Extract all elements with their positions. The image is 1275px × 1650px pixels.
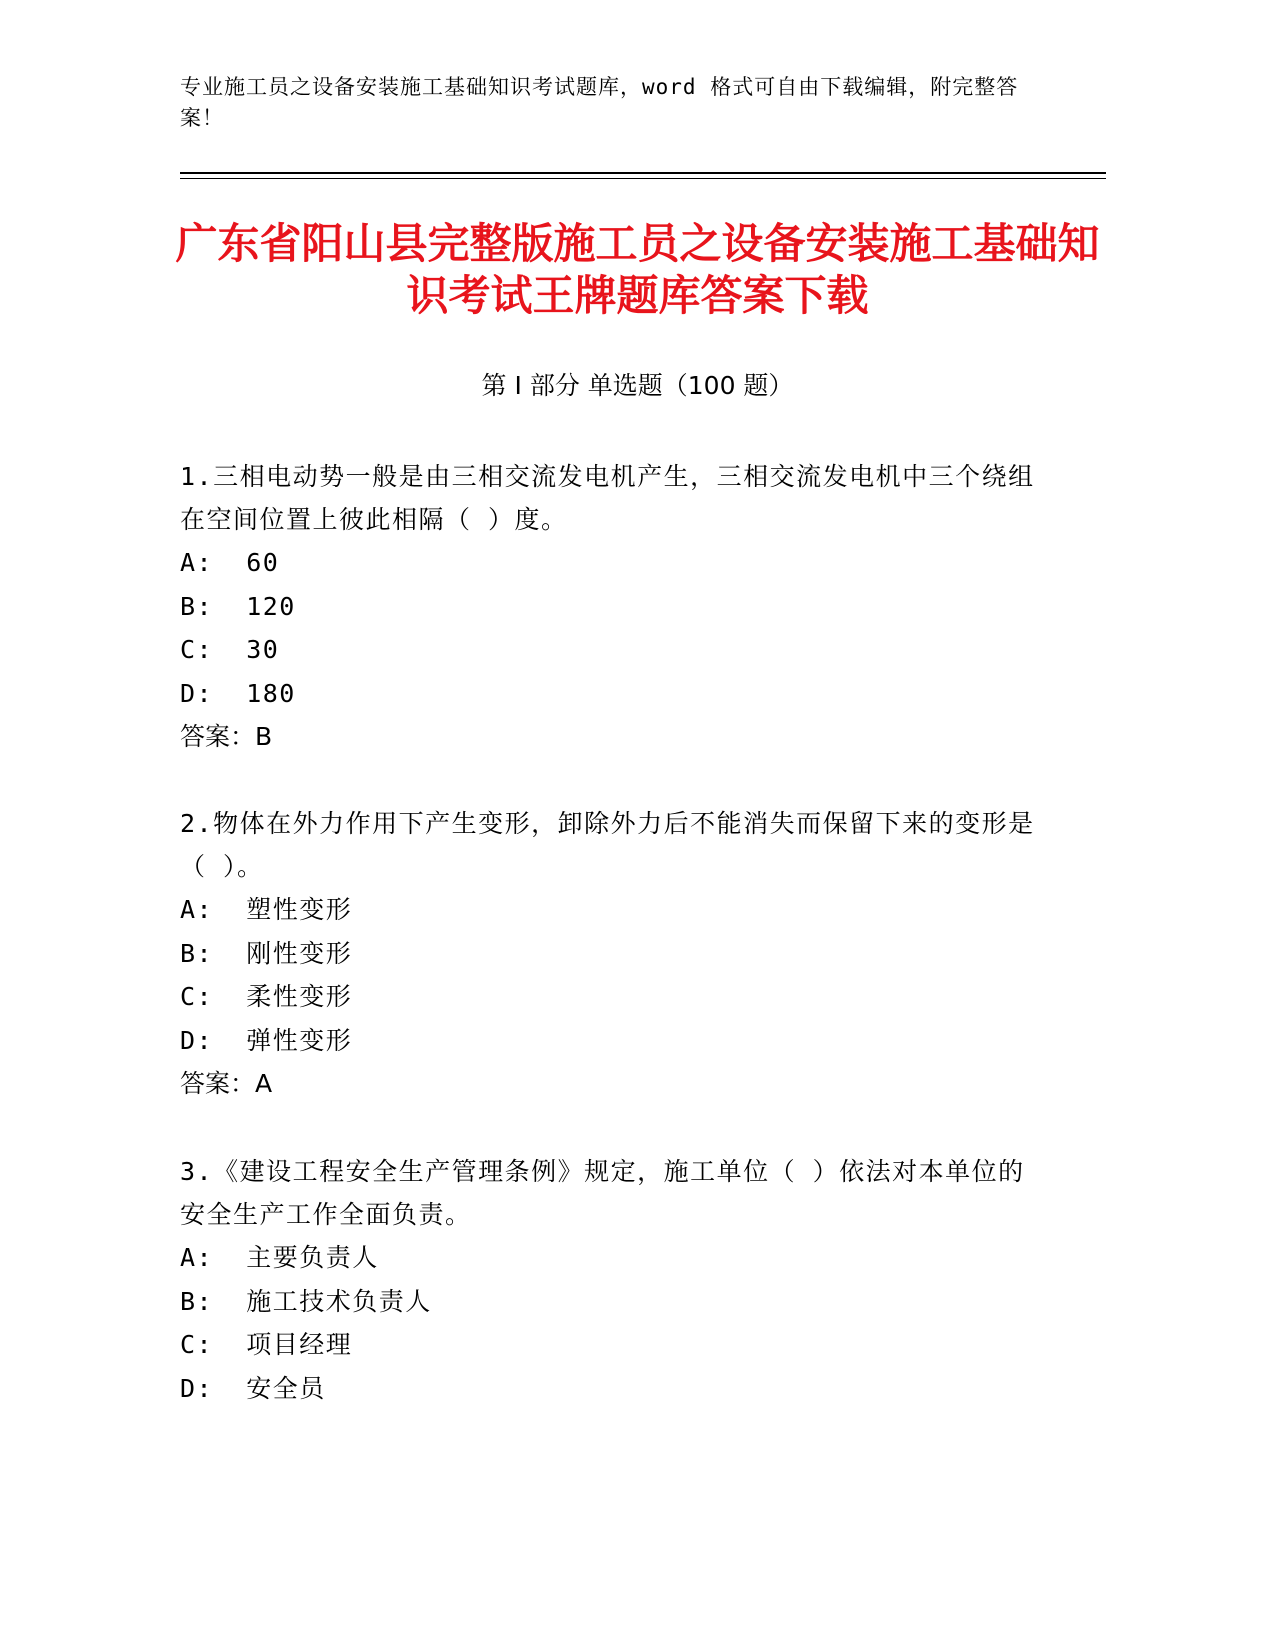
option-c: C: 项目经理	[180, 1330, 353, 1359]
question-stem: 2.物体在外力作用下产生变形，卸除外力后不能消失而保留下来的变形是（ ）。	[180, 809, 1035, 881]
question-stem: 1.三相电动势一般是由三相交流发电机产生，三相交流发电机中三个绕组在空间位置上彼此相隔（ ）度。	[180, 462, 1035, 534]
question-3	[180, 1150, 1040, 1410]
header-divider-thick	[180, 172, 1106, 174]
option-b: B: 120	[180, 591, 296, 621]
option-d: D: 弹性变形	[180, 1025, 353, 1055]
option-a: A: 60	[180, 548, 280, 577]
question-2	[180, 802, 1040, 1105]
header-note: 专业施工员之设备安装施工基础知识考试题库，word 格式可自由下载编辑，附完整答案！	[180, 75, 1019, 130]
option-d: D: 180	[180, 678, 296, 708]
answer: 答案：A	[180, 1069, 273, 1098]
option-b: B: 刚性变形	[180, 938, 353, 968]
document-title: 广东省阳山县完整版施工员之设备安装施工基础知识考试王牌题库答案下载	[175, 219, 1100, 320]
option-a: A: 塑性变形	[180, 895, 353, 924]
option-b: B: 施工技术负责人	[180, 1286, 432, 1316]
option-c: C: 30	[180, 635, 280, 664]
option-c: C: 柔性变形	[180, 982, 353, 1011]
section-heading: 第 I 部分 单选题（100 题）	[481, 371, 794, 400]
answer: 答案：B	[180, 722, 273, 751]
question-stem: 3.《建设工程安全生产管理条例》规定，施工单位（ ）依法对本单位的安全生产工作全面负责。	[180, 1157, 1025, 1229]
header-divider-thin	[180, 178, 1106, 179]
question-1	[180, 455, 1040, 758]
option-a: A: 主要负责人	[180, 1243, 379, 1272]
option-d: D: 安全员	[180, 1373, 326, 1403]
